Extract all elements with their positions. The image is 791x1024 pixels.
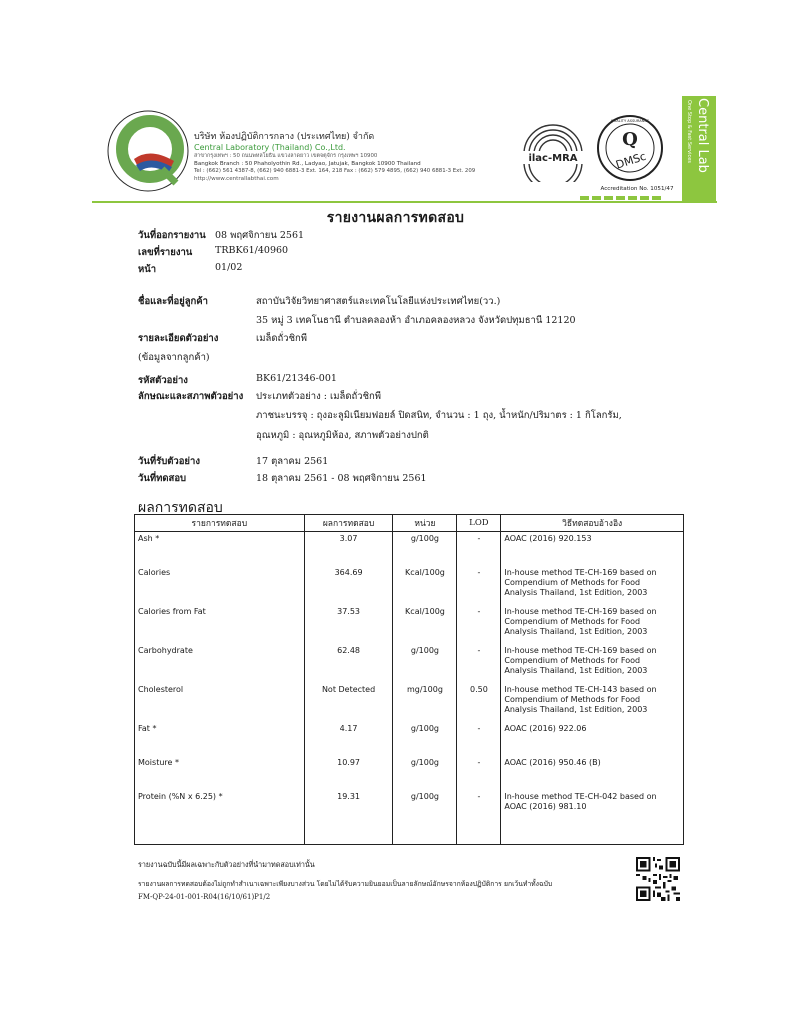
results-header-row (135, 515, 684, 532)
cell-unit: mg/100g (393, 683, 457, 722)
contact-tel: Tel : (662) 561 4387-8, (662) 940 6881-3 Ext. 164, 218 Fax : (662) 579 4895, (662) 940 6881-3 Ext. 209 (194, 168, 476, 175)
header-unit: หน่วย (393, 515, 457, 532)
cell-lod: - (457, 644, 501, 683)
report-number-label: เลขที่รายงาน (138, 247, 193, 258)
cell-unit: g/100g (393, 756, 457, 790)
table-row (135, 756, 684, 790)
results-section-title: ผลการทดสอบ (138, 500, 223, 516)
cell-item: Fat * (135, 722, 305, 756)
ilac-mra-logo (518, 120, 588, 182)
side-brand-subtitle: One Stop & Fast Services (686, 100, 692, 163)
cell-method: In-house method TE-CH-143 based on Compendium of Methods for Food Analysis Thailand, 1st Edition, 2003 (501, 683, 684, 722)
cell-result: 10.97 (304, 756, 393, 790)
report-date-value: 08 พฤศจิกายน 2561 (215, 230, 305, 241)
cell-lod: 0.50 (457, 683, 501, 722)
received-date-label: วันที่รับตัวอย่าง (138, 456, 200, 467)
cell-unit: Kcal/100g (393, 566, 457, 605)
results-table (134, 514, 684, 845)
table-row (135, 605, 684, 644)
cell-item: Calories from Fat (135, 605, 305, 644)
cell-result: 62.48 (304, 644, 393, 683)
sample-code-label: รหัสตัวอย่าง (138, 375, 188, 386)
header-lod: LOD (457, 515, 501, 532)
table-row (135, 790, 684, 845)
cell-method: In-house method TE-CH-169 based on Compendium of Methods for Food Analysis Thailand, 1st Edition, 2003 (501, 644, 684, 683)
customer-name-label: ชื่อและที่อยู่ลูกค้า (138, 296, 208, 307)
cell-lod: - (457, 532, 501, 566)
report-number-value: TRBK61/40960 (215, 245, 289, 256)
cell-lod: - (457, 790, 501, 845)
accreditation-number: Accreditation No. 1051/47 (600, 186, 674, 192)
cell-method: In-house method TE-CH-169 based on Compendium of Methods for Food Analysis Thailand, 1st Edition, 2003 (501, 605, 684, 644)
cell-unit: g/100g (393, 644, 457, 683)
customer-address-value: 35 หมู่ 3 เทคโนธานี ตำบลคลองห้า อำเภอคลองหลวง จังหวัดปทุมธานี 12120 (256, 315, 576, 326)
sample-condition-line3: อุณหภูมิ : อุณหภูมิห้อง, สภาพตัวอย่างปกติ (256, 430, 429, 441)
header-result: ผลการทดสอบ (304, 515, 393, 532)
sample-code-value: BK61/21346-001 (256, 373, 337, 384)
cell-method: AOAC (2016) 922.06 (501, 722, 684, 756)
cell-item: Calories (135, 566, 305, 605)
page-label: หน้า (138, 264, 157, 275)
cell-method: AOAC (2016) 920.153 (501, 532, 684, 566)
test-date-value: 18 ตุลาคม 2561 - 08 พฤศจิกายน 2561 (256, 473, 427, 484)
cell-result: Not Detected (304, 683, 393, 722)
website: http://www.centrallabthai.com (194, 175, 279, 182)
received-date-value: 17 ตุลาคม 2561 (256, 456, 329, 467)
table-row (135, 532, 684, 566)
cell-item: Moisture * (135, 756, 305, 790)
cell-lod: - (457, 756, 501, 790)
sample-detail-value: เมล็ดถั่วชิกพี (256, 333, 308, 344)
cell-method: In-house method TE-CH-042 based on AOAC (2016) 981.10 (501, 790, 684, 845)
header-test-item: รายการทดสอบ (135, 515, 305, 532)
page-value: 01/02 (215, 262, 243, 273)
address-en: Bangkok Branch : 50 Phaholyothin Rd., Ladyao, Jatujak, Bangkok 10900 Thailand (194, 160, 421, 167)
header-method: วิธีทดสอบอ้างอิง (501, 515, 684, 532)
sample-condition-label: ลักษณะและสภาพตัวอย่าง (138, 391, 244, 402)
cell-result: 19.31 (304, 790, 393, 845)
cell-unit: Kcal/100g (393, 605, 457, 644)
table-row (135, 722, 684, 756)
cell-lod: - (457, 605, 501, 644)
company-name-en: Central Laboratory (Thailand) Co.,Ltd. (194, 143, 346, 152)
table-row (135, 644, 684, 683)
cell-result: 3.07 (304, 532, 393, 566)
table-row (135, 683, 684, 722)
cell-item: Carbohydrate (135, 644, 305, 683)
cell-result: 364.69 (304, 566, 393, 605)
company-name-th: บริษัท ห้องปฏิบัติการกลาง (ประเทศไทย) จำกัด (194, 132, 375, 142)
sample-detail-note: (ข้อมูลจากลูกค้า) (138, 352, 210, 363)
test-date-label: วันที่ทดสอบ (138, 473, 187, 484)
central-lab-logo (104, 107, 192, 195)
cell-method: AOAC (2016) 950.46 (B) (501, 756, 684, 790)
company-info (194, 132, 519, 183)
cell-item: Ash * (135, 532, 305, 566)
cell-item: Cholesterol (135, 683, 305, 722)
cell-item: Protein (%N x 6.25) * (135, 790, 305, 845)
dmsc-text: DMSc (614, 149, 648, 172)
cell-method: In-house method TE-CH-169 based on Compendium of Methods for Food Analysis Thailand, 1st Edition, 2003 (501, 566, 684, 605)
customer-name-value: สถาบันวิจัยวิทยาศาสตร์และเทคโนโลยีแห่งประเทศไทย(วว.) (256, 296, 501, 307)
footer-note-1: รายงานฉบับนี้มีผลเฉพาะกับตัวอย่างที่นำมาทดสอบเท่านั้น (138, 860, 315, 869)
cell-unit: g/100g (393, 790, 457, 845)
cell-unit: g/100g (393, 532, 457, 566)
qr-code-icon (636, 857, 680, 901)
header-divider (92, 201, 717, 203)
footer-note-2: รายงานผลการทดสอบต้องไม่ถูกทำสำเนาเฉพาะเพียงบางส่วน โดยไม่ได้รับความยินยอมเป็นลายลักษณ์อักษรจากห้องปฏิบัติการ ยกเว้นทำทั้งฉบับ (138, 880, 553, 888)
cell-lod: - (457, 566, 501, 605)
ilac-text: ilac-MRA (528, 153, 578, 164)
form-code: FM-QP-24-01-001-R04(16/10/61)P1/2 (138, 893, 271, 901)
side-brand-bar (682, 96, 716, 202)
sample-condition-line1: ประเภทตัวอย่าง : เมล็ดถั่วชิกพี (256, 391, 382, 402)
side-brand-title: Central Lab (695, 98, 710, 173)
sample-condition-line2: ภาชนะบรรจุ : ถุงอะลูมิเนียมฟอยล์ ปิดสนิท, จำนวน : 1 ถุง, น้ำหนัก/ปริมาตร : 1 กิโลกรัม, (256, 410, 622, 421)
cell-unit: g/100g (393, 722, 457, 756)
svg-text:Q: Q (622, 129, 638, 150)
address-th: สาขากรุงเทพฯ : 50 ถนนพหลโยธิน แขวงลาดยาว เขตจตุจักร กรุงเทพฯ 10900 (194, 153, 378, 159)
cell-result: 37.53 (304, 605, 393, 644)
dmsc-quality-logo (592, 110, 668, 186)
cell-lod: - (457, 722, 501, 756)
cell-result: 4.17 (304, 722, 393, 756)
sample-detail-label: รายละเอียดตัวอย่าง (138, 333, 219, 344)
table-row (135, 566, 684, 605)
report-date-label: วันที่ออกรายงาน (138, 230, 206, 241)
dmsc-ring-text: QUALITY ASSURANCE (610, 119, 650, 123)
report-title: รายงานผลการทดสอบ (326, 210, 465, 226)
